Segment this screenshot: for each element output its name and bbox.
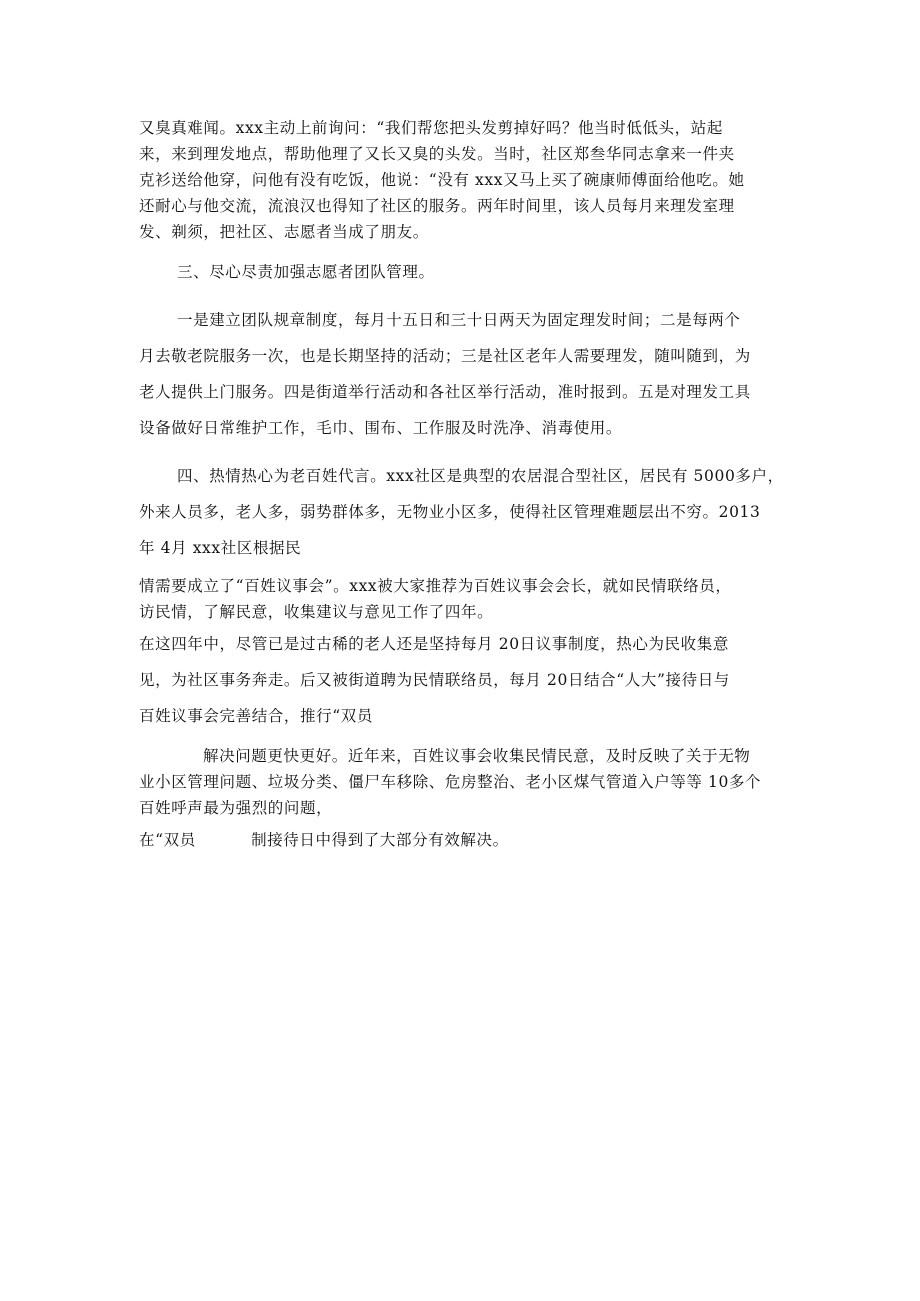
para3-line5: 访民情，了解民意，收集建议与意见工作了四年。 [139, 603, 494, 621]
para4-line1: 解决问题更快更好。近年来，百姓议事会收集民情民意，及时反映了关于无物 [203, 747, 751, 765]
para4-line2: 业小区管理问题、垃圾分类、僵尸车移除、危房整治、老小区煤气管道入户等等 10多个 [139, 773, 762, 791]
para1-line5: 发、剃须，把社区、志愿者当成了朋友。 [139, 223, 429, 241]
para3-line8: 百姓议事会完善结合，推行“双员 [139, 707, 373, 725]
para3-line3: 年 4月 xxx社区根据民 [139, 539, 302, 557]
para2-line3: 老人提供上门服务。四是街道举行活动和各社区举行活动，准时报到。五是对理发工具 [139, 383, 751, 401]
para2-line1: 一是建立团队规章制度，每月十五日和三十日两天为固定理发时间；二是每两个 [177, 311, 741, 329]
para1-line1: 又臭真难闻。xxx主动上前询问：“我们帮您把头发剪掉好吗？他当时低低头，站起 [139, 119, 723, 137]
para4-line4: 在“双员 制接待日中得到了大部分有效解决。 [139, 831, 509, 849]
para4-line3: 百姓呼声最为强烈的问题， [139, 799, 333, 817]
para2-line2: 月去敬老院服务一次，也是长期坚持的活动；三是社区老年人需要理发，随叫随到，为 [139, 347, 751, 365]
para3-line2: 外来人员多，老人多，弱势群体多，无物业小区多，使得社区管理难题层出不穷。2013 [139, 503, 761, 521]
para3-line1: 四、热情热心为老百姓代言。xxx社区是典型的农居混合型社区，居民有 5000多户， [177, 467, 784, 485]
para3-line6: 在这四年中，尽管已是过古稀的老人还是坚持每月 20日议事制度，热心为民收集意 [139, 635, 729, 653]
para2-line4: 设备做好日常维护工作，毛巾、围布、工作服及时洗净、消毒使用。 [139, 419, 623, 437]
para1-line4: 还耐心与他交流，流浪汉也得知了社区的服务。两年时间里，该人员每月来理发室理 [139, 197, 735, 215]
para1-line2: 来，来到理发地点，帮助他理了又长又臭的头发。当时，社区郑叁华同志拿来一件夹 [139, 145, 735, 163]
para1-line3: 克衫送给他穿，问他有没有吃饭，他说：“没有 xxx又马上买了碗康师傅面给他吃。她 [139, 171, 745, 189]
para3-line4: 情需要成立了“百姓议事会”。xxx被大家推荐为百姓议事会会长，就如民情联络员， [139, 577, 732, 595]
para3-line7: 见，为社区事务奔走。后又被街道聘为民情联络员，每月 20日结合“人大”接待日与 [139, 671, 730, 689]
section-heading-3: 三、尽心尽责加强志愿者团队管理。 [177, 263, 435, 281]
